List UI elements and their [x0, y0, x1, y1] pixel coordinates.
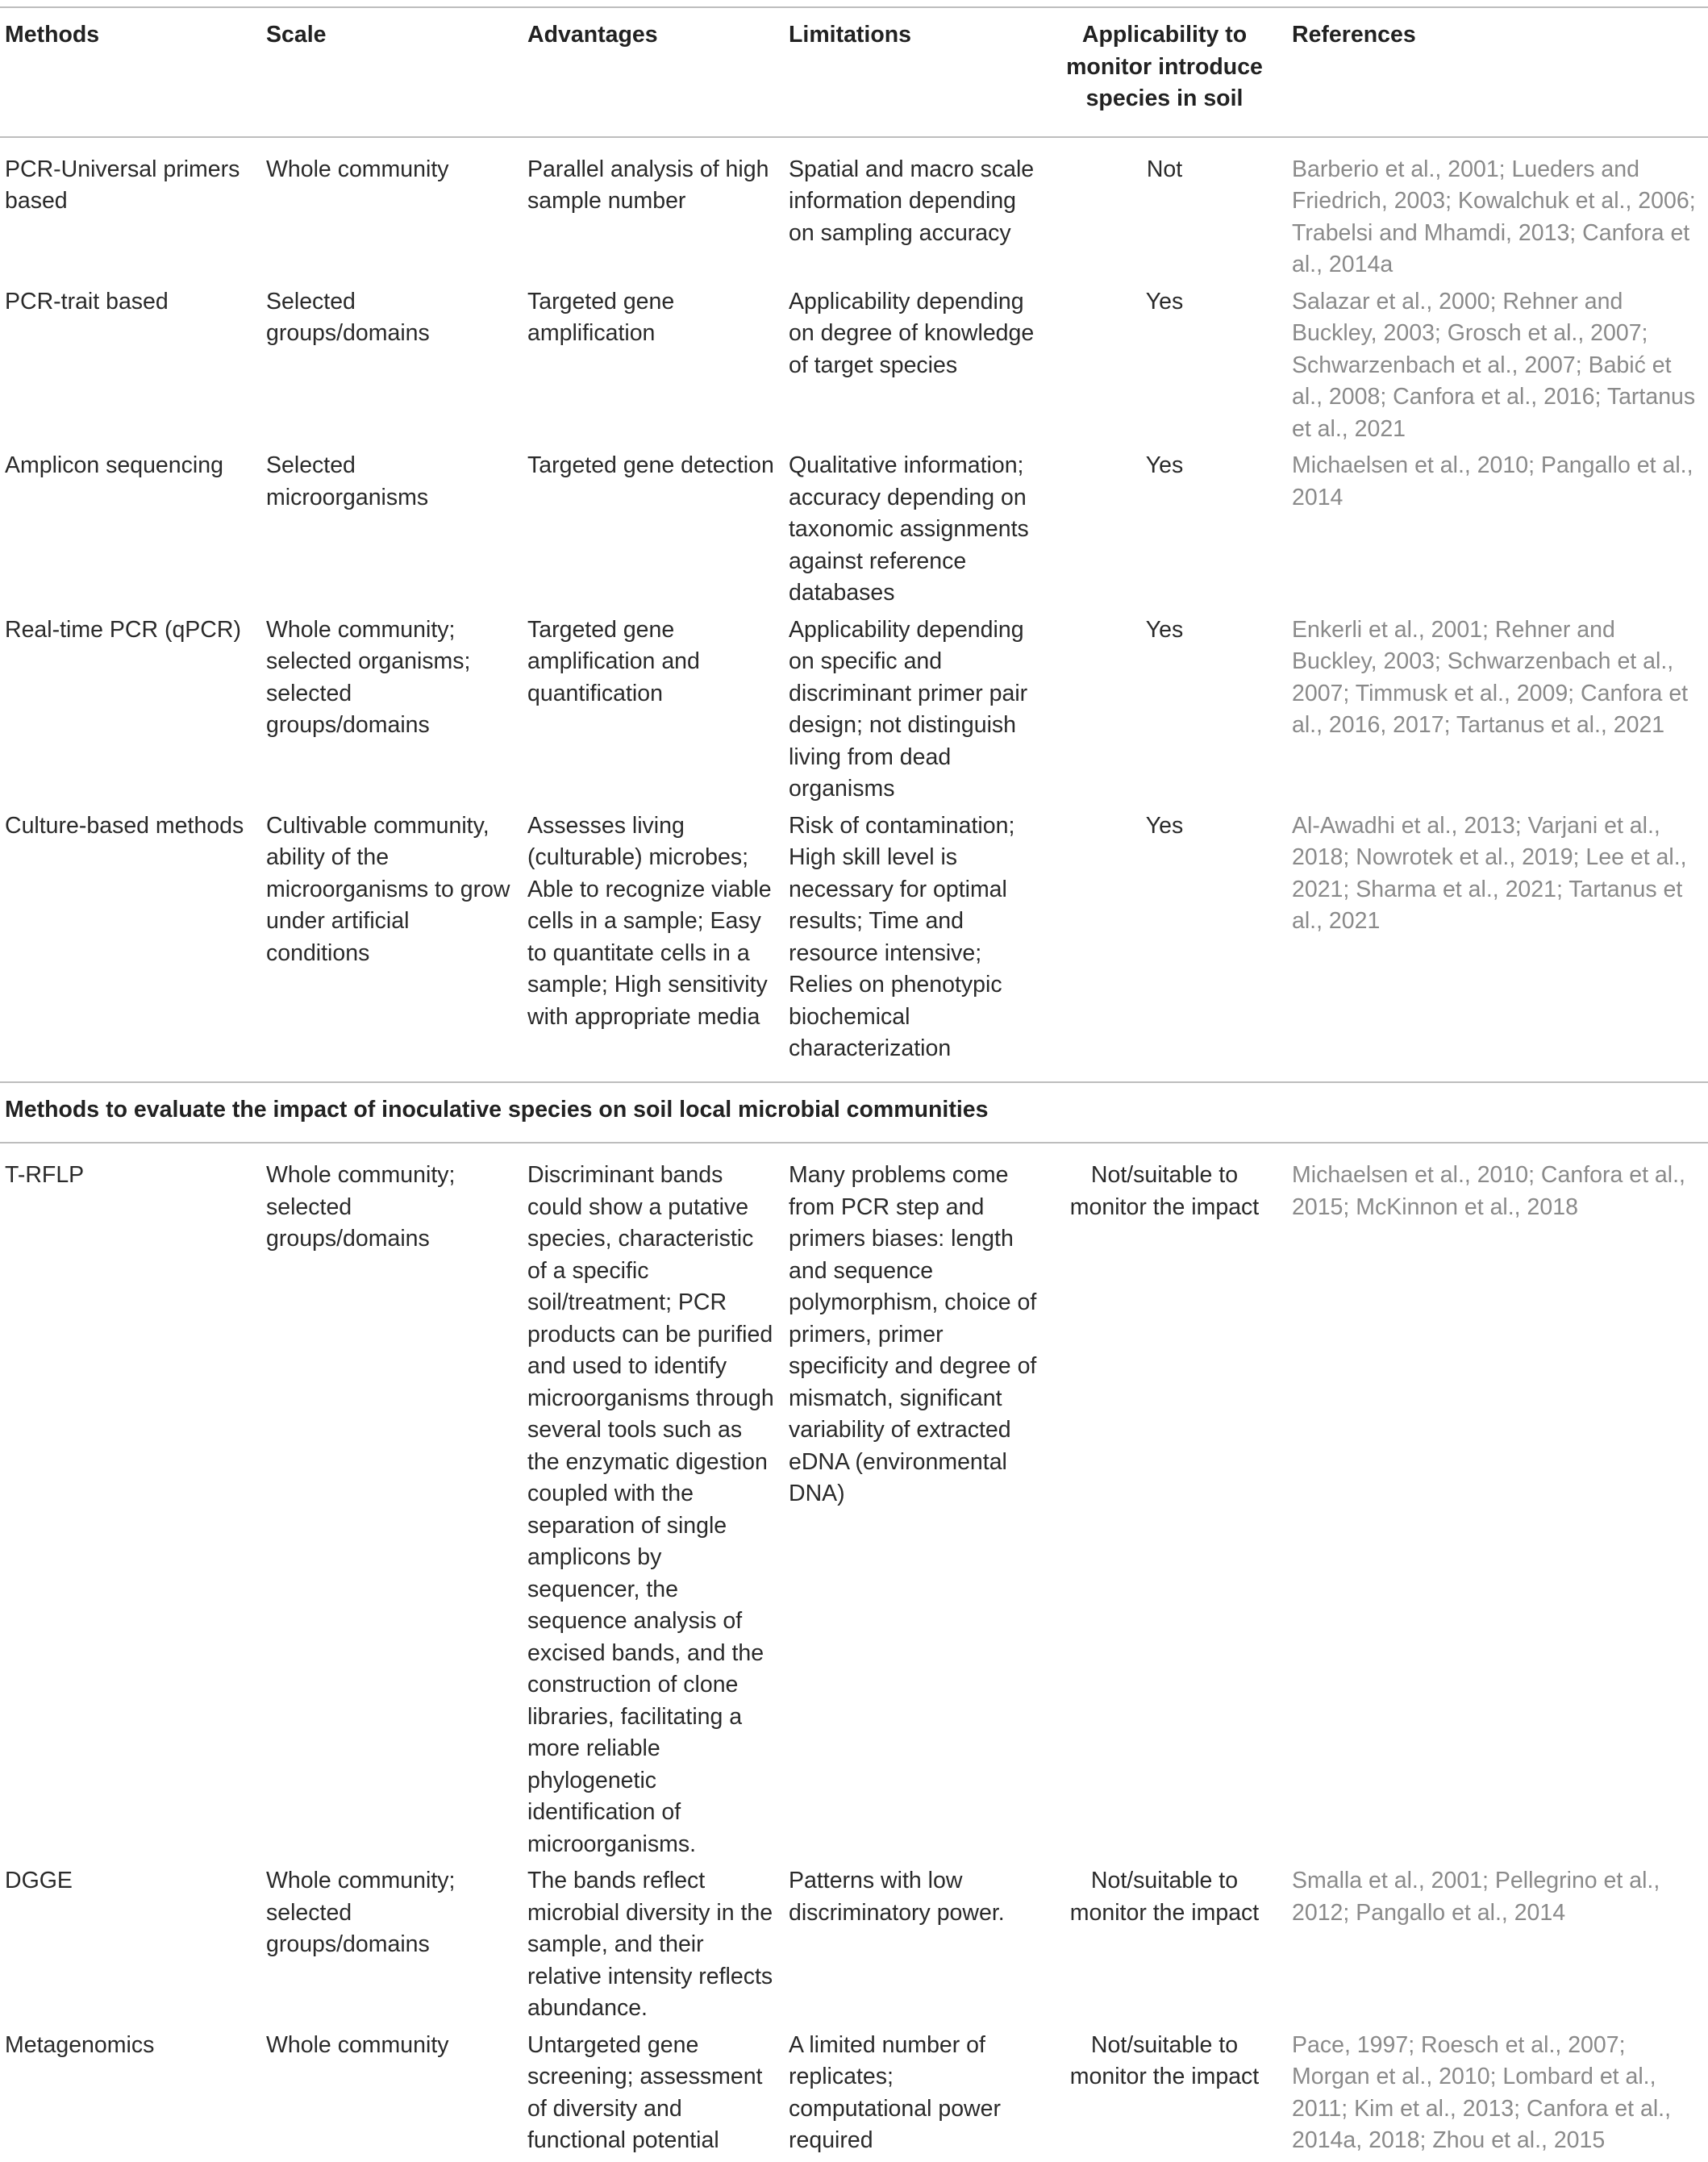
- cell-applicability: Yes: [1145, 288, 1184, 315]
- cell-advantages: Discriminant bands could show a putative species, characteristic of a specific soil/treatment; PCR products can be purified and used to identify microorganisms through several tools such as the enzymatic digestion coupled with the separation of single amplicons by sequencer, the sequence analysis of excised bands, and the construction of clone libraries, facilitating a more reliable phylogenetic identification of microorganisms.: [527, 1162, 774, 1857]
- cell-scale: Selected microorganisms: [266, 452, 429, 510]
- cell-scale: Whole community: [266, 2031, 449, 2058]
- cell-applicability: Yes: [1145, 452, 1184, 478]
- cell-limitations: Patterns with low discriminatory power.: [789, 1868, 1005, 1926]
- header-references: References: [1287, 7, 1708, 137]
- cell-applicability: Not/suitable to monitor the impact: [1069, 1868, 1260, 1926]
- cell-applicability: Not/suitable to monitor the impact: [1069, 2031, 1260, 2089]
- header-applicability: Applicability to monitor introduce species in soil: [1045, 7, 1287, 137]
- cell-references: Barberio et al., 2001; Lueders and Friedrich, 2003; Kowalchuk et al., 2006; Trabelsi and Mhamdi, 2013; Canfora et al., 2014a: [1292, 156, 1696, 277]
- cell-advantages: Targeted gene amplification and quantification: [527, 616, 700, 706]
- cell-scale: Whole community; selected organisms; selected groups/domains: [266, 616, 471, 738]
- cell-references: Enkerli et al., 2001; Rehner and Buckley, 2003; Schwarzenbach et al., 2007; Timmusk et al., 2009; Canfora et al., 2016, 2017; Tartanus et al., 2021: [1292, 616, 1689, 738]
- cell-scale: Whole community; selected groups/domains: [266, 1162, 456, 1252]
- cell-method: DGGE: [5, 1868, 73, 1893]
- table-row: [0, 1143, 1708, 1865]
- table-row: [0, 614, 1708, 810]
- cell-scale: Cultivable community, ability of the microorganisms to grow under artificial conditions: [266, 812, 510, 966]
- cell-references: Michaelsen et al., 2010; Canfora et al., 2015; McKinnon et al., 2018: [1292, 1162, 1685, 1220]
- cell-limitations: Spatial and macro scale information depending on sampling accuracy: [789, 156, 1035, 246]
- cell-references: Al-Awadhi et al., 2013; Varjani et al., 2018; Nowrotek et al., 2019; Lee et al., 2021; Sharma et al., 2021; Tartanus et al., 2021: [1292, 812, 1687, 934]
- cell-method: PCR-Universal primers based: [5, 156, 240, 214]
- table-row: [0, 450, 1708, 614]
- table-row: [0, 810, 1708, 1082]
- cell-references: Michaelsen et al., 2010; Pangallo et al., 2014: [1292, 452, 1693, 510]
- cell-limitations: Risk of contamination; High skill level is necessary for optimal results; Time and resource intensive; Relies on phenotypic biochemical characterization: [789, 812, 1015, 1061]
- cell-method: T-RFLP: [5, 1162, 85, 1188]
- cell-applicability: Yes: [1145, 616, 1184, 643]
- cell-limitations: A limited number of replicates; computational power required: [789, 2031, 1001, 2153]
- cell-advantages: The bands reflect microbial diversity in the sample, and their relative intensity reflects abundance.: [527, 1868, 773, 2021]
- cell-applicability: Not: [1146, 156, 1183, 182]
- cell-advantages: Targeted gene amplification: [527, 288, 675, 346]
- cell-method: PCR-trait based: [5, 288, 169, 315]
- cell-advantages: Assesses living (culturable) microbes; Able to recognize viable cells in a sample; Easy to quantitate cells in a sample; High sensitivity with appropriate media: [527, 812, 772, 1030]
- section-title: Methods to evaluate the impact of inoculative species on soil local microbial communities: [0, 1082, 1708, 1143]
- cell-applicability: Not/suitable to monitor the impact: [1069, 1162, 1260, 1220]
- section-header-row: [0, 1082, 1708, 1143]
- cell-method: Culture-based methods: [5, 812, 244, 839]
- table-row: [0, 1865, 1708, 2030]
- cell-references: Pace, 1997; Roesch et al., 2007; Morgan et al., 2010; Lombard et al., 2011; Kim et al., 2013; Canfora et al., 2014a, 2018; Zhou et al., 2015: [1292, 2031, 1671, 2153]
- cell-method: Metagenomics: [5, 2031, 155, 2058]
- cell-scale: Whole community; selected groups/domains: [266, 1868, 456, 1957]
- cell-advantages: Targeted gene detection: [527, 452, 774, 478]
- header-limitations: Limitations: [784, 7, 1045, 137]
- cell-references: Salazar et al., 2000; Rehner and Buckley, 2003; Grosch et al., 2007; Schwarzenbach et al., 2007; Babić et al., 2008; Canfora et al., 2016; Tartanus et al., 2021: [1292, 288, 1696, 442]
- cell-advantages: Parallel analysis of high sample number: [527, 156, 769, 214]
- cell-limitations: Applicability depending on specific and discriminant primer pair design; not distinguish living from dead organisms: [789, 616, 1028, 802]
- cell-references: Smalla et al., 2001; Pellegrino et al., 2012; Pangallo et al., 2014: [1292, 1868, 1660, 1926]
- cell-limitations: Many problems come from PCR step and primers biases: length and sequence polymorphism, choice of primers, primer specificity and degree of mismatch, significant variability of extracted eDNA (environmental DNA): [789, 1162, 1037, 1506]
- cell-scale: Whole community: [266, 156, 449, 182]
- cell-limitations: Qualitative information; accuracy depending on taxonomic assignments against reference databases: [789, 452, 1029, 606]
- cell-method: Real-time PCR (qPCR): [5, 616, 241, 643]
- table-row: [0, 286, 1708, 451]
- header-scale: Scale: [261, 7, 523, 137]
- table-row: [0, 2030, 1708, 2162]
- header-advantages: Advantages: [523, 7, 784, 137]
- cell-limitations: Applicability depending on degree of knowledge of target species: [789, 288, 1035, 378]
- cell-applicability: Yes: [1145, 812, 1184, 839]
- header-row: [0, 7, 1708, 137]
- cell-advantages: Untargeted gene screening; assessment of diversity and functional potential: [527, 2031, 763, 2153]
- cell-scale: Selected groups/domains: [266, 288, 430, 346]
- table-row: [0, 137, 1708, 286]
- methods-table: [0, 6, 1708, 2162]
- cell-method: Amplicon sequencing: [5, 452, 223, 478]
- header-methods: Methods: [0, 7, 261, 137]
